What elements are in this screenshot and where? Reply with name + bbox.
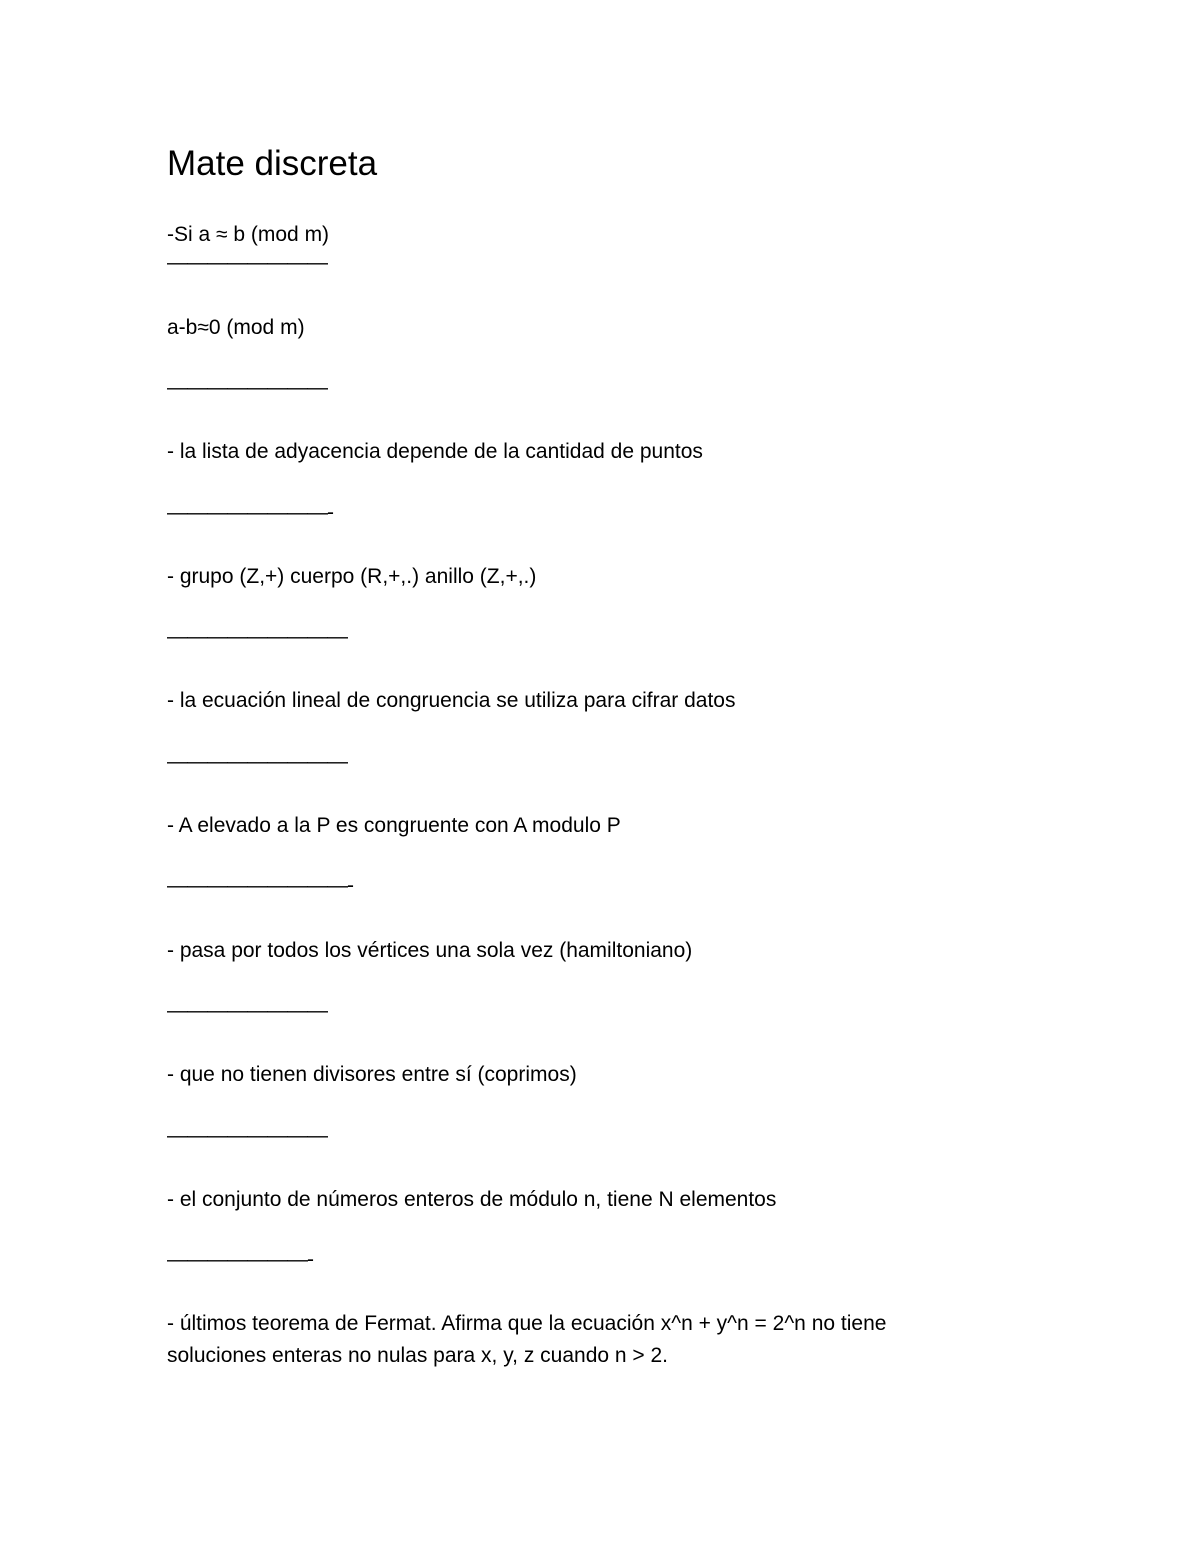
text-line-integers-mod-n: - el conjunto de números enteros de módulo n, tiene N elementos — [167, 1188, 777, 1211]
separator-line: ———————— — [167, 251, 327, 274]
text-line-hamiltonian: - pasa por todos los vértices una sola vez (hamiltoniano) — [167, 939, 693, 962]
text-line-fermat-little: - A elevado a la P es congruente con A modulo P — [167, 814, 621, 837]
text-line-structures: - grupo (Z,+) cuerpo (R,+,.) anillo (Z,+,.) — [167, 565, 537, 588]
text-line-coprime: - que no tienen divisores entre sí (coprimos) — [167, 1063, 577, 1086]
separator-line: ———————— — [167, 1124, 327, 1147]
text-line-congruence: -Si a ≈ b (mod m) — [167, 223, 330, 246]
separator-line: ————————— — [167, 625, 347, 648]
text-line-fermat-last-continued: soluciones enteras no nulas para x, y, z cuando n > 2. — [167, 1344, 669, 1367]
text-line-difference: a-b≈0 (mod m) — [167, 316, 305, 339]
separator-line: —————————- — [167, 874, 353, 897]
text-line-adjacency: - la lista de adyacencia depende de la cantidad de puntos — [167, 440, 703, 463]
separator-line: ————————— — [167, 750, 347, 773]
separator-line: ————————- — [167, 501, 333, 524]
text-line-fermat-last: - últimos teorema de Fermat. Afirma que la ecuación x^n + y^n = 2^n no tiene — [167, 1312, 887, 1335]
separator-line: ———————— — [167, 999, 327, 1022]
text-line-linear-congruence: - la ecuación lineal de congruencia se utiliza para cifrar datos — [167, 689, 736, 712]
separator-line: ———————— — [167, 376, 327, 399]
document-title: Mate discreta — [167, 144, 378, 183]
separator-line: ———————- — [167, 1248, 313, 1271]
